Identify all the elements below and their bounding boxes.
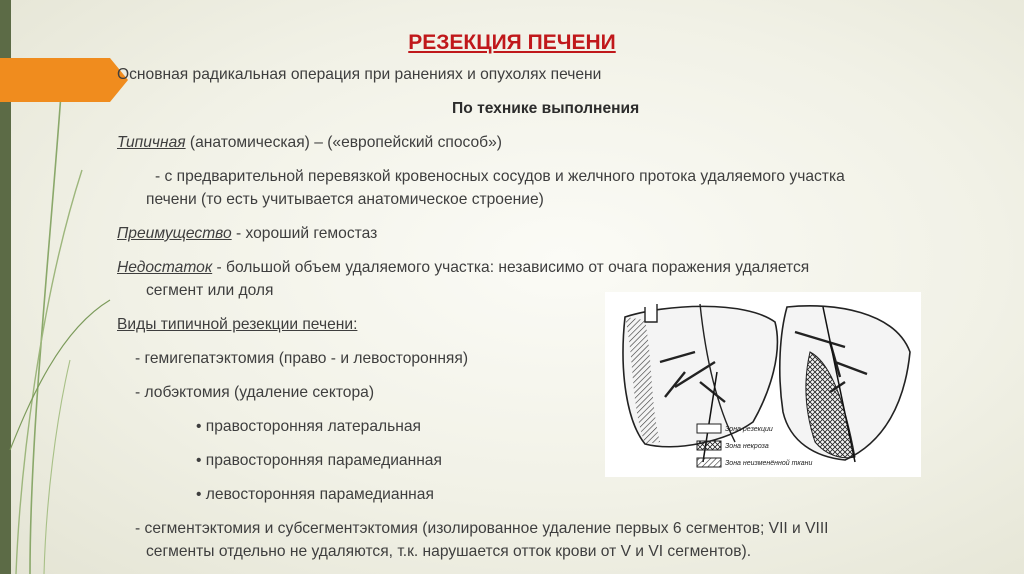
liver-resection-figure: [605, 292, 921, 477]
advantage-term: Преимущество: [117, 225, 232, 242]
typical-term: Типичная: [117, 134, 186, 151]
typical-rest: (анатомическая) – («европейский способ»): [185, 134, 502, 151]
drawback-term: Недостаток: [117, 259, 213, 276]
bullet-item: • правосторонняя парамедианная: [196, 452, 442, 469]
drawback-line2: сегмент или доля: [146, 282, 274, 299]
drawback-rest: - большой объем удаляемого участка: независимо от очага поражения удаляется: [212, 259, 810, 276]
typical-desc-line1: - с предварительной перевязкой кровеносных сосудов и желчного протока удаляемого участка: [155, 168, 845, 185]
subheading: По технике выполнения: [452, 100, 640, 117]
orange-tab-shape: [0, 58, 128, 102]
list-item: - гемигепатэктомия (право - и левосторонняя): [135, 350, 469, 367]
intro-text: Основная радикальная операция при ранениях и опухолях печени: [117, 66, 602, 83]
legend-label: Зона неизменённой ткани: [725, 460, 813, 467]
typical-line: [117, 134, 502, 152]
segment-line2: сегменты отдельно не удаляются, т.к. нарушается отток крови от V и VI сегментов).: [146, 543, 752, 560]
types-heading: Виды типичной резекции печени:: [117, 316, 358, 333]
drawback-line: [117, 259, 809, 277]
bullet-item: • правосторонняя латеральная: [196, 418, 421, 435]
slide-title: РЕЗЕКЦИЯ ПЕЧЕНИ: [408, 31, 616, 54]
typical-desc-line2: печени (то есть учитывается анатомическое строение): [146, 191, 544, 208]
segment-line1: - сегментэктомия и субсегментэктомия (изолированное удаление первых 6 сегментов; VII и VIII: [135, 520, 829, 537]
advantage-line: [117, 225, 377, 243]
advantage-rest: - хороший гемостаз: [231, 225, 378, 242]
legend-label: Зона некроза: [725, 443, 769, 450]
legend-label: Зона резекции: [725, 426, 773, 433]
list-item: - лобэктомия (удаление сектора): [135, 384, 375, 401]
liver-illustration: [605, 292, 921, 477]
bullet-item: • левосторонняя парамедианная: [196, 486, 434, 503]
